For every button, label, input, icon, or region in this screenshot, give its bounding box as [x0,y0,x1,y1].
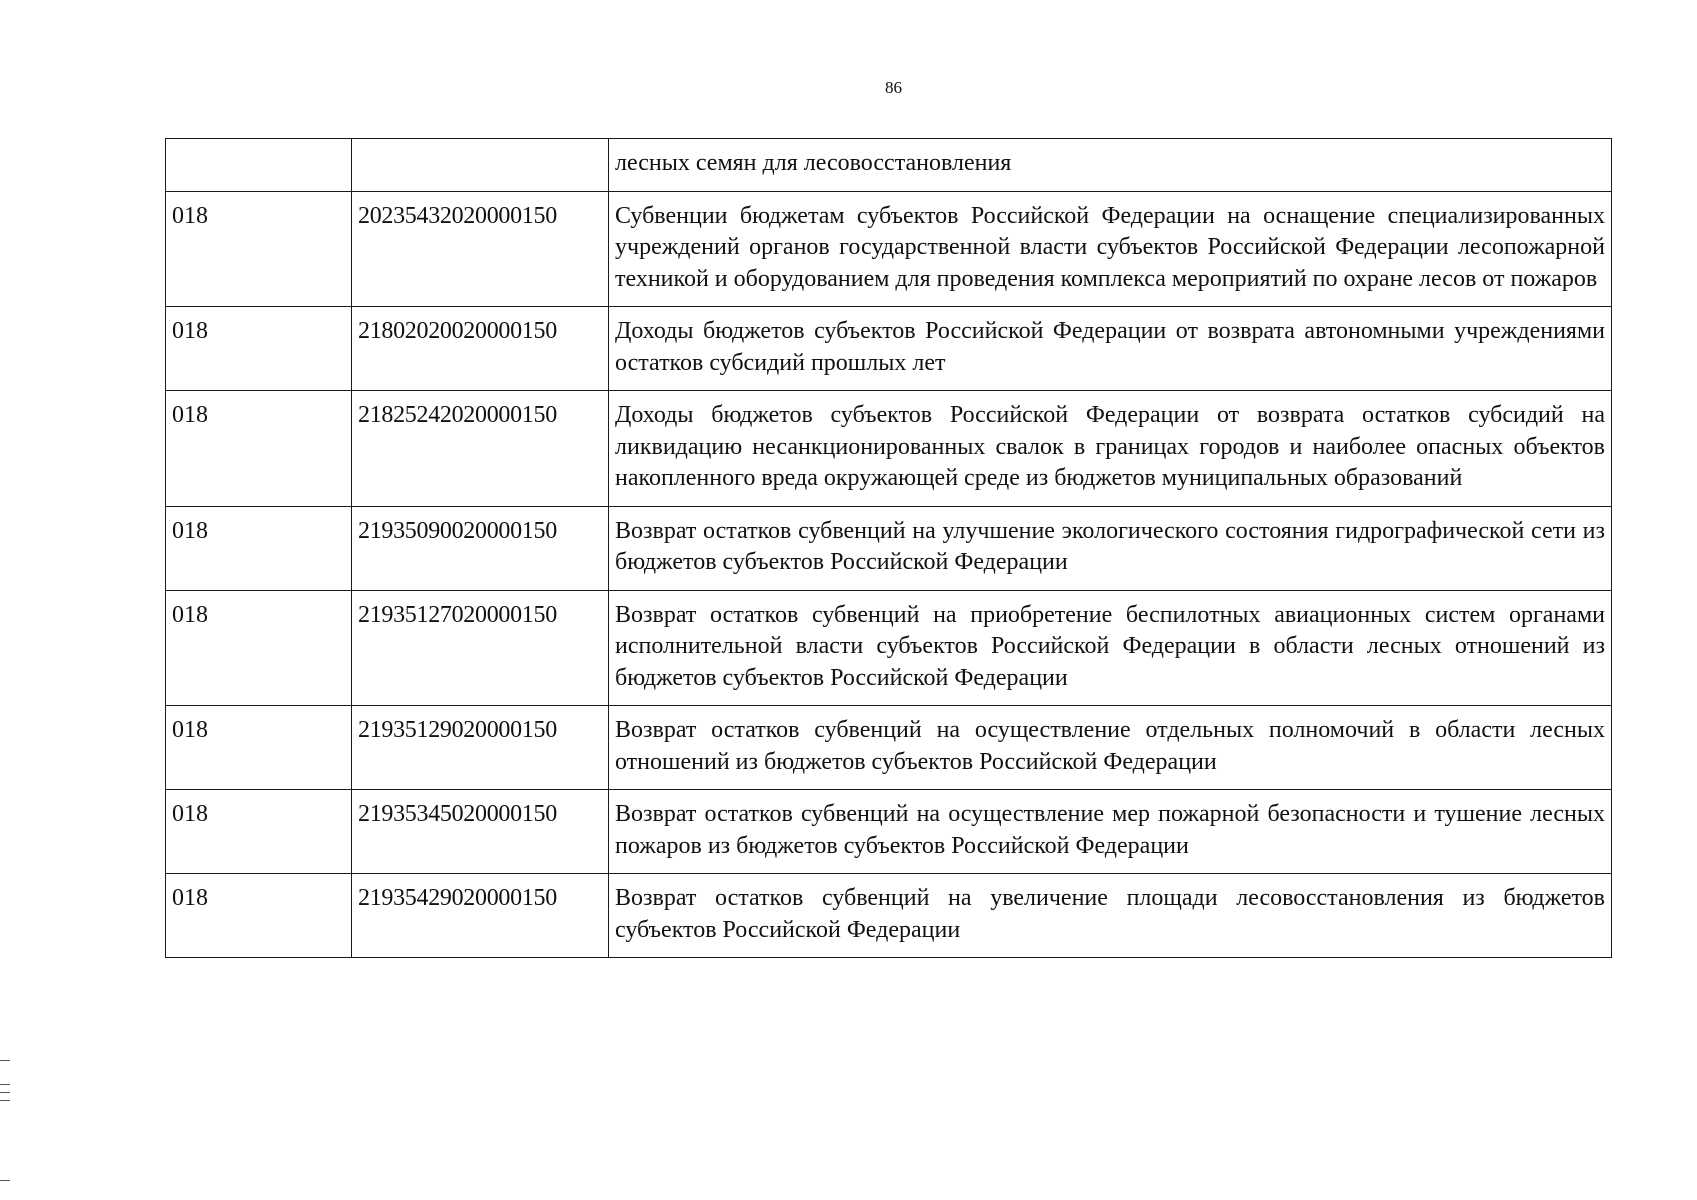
scan-margin-mark [0,1084,10,1085]
description-cell: Возврат остатков субвенций на приобретение беспилотных авиационных систем органами исполнительной власти субъектов Российской Федерации в области лесных отношений из бюджетов субъектов Российской Федерации [609,590,1612,706]
admin-code-cell: 018 [166,506,352,590]
scan-margin-mark [0,1100,10,1101]
scan-margin-mark [0,1092,10,1093]
table-row [166,790,1612,874]
admin-code-cell: 018 [166,307,352,391]
kbk-code-cell: 21825242020000150 [352,391,609,507]
description-cell: Субвенции бюджетам субъектов Российской Федерации на оснащение специализированных учреждений органов государственной власти субъектов Российской Федерации лесопожарной техникой и оборудованием для проведения комплекса мероприятий по охране лесов от пожаров [609,191,1612,307]
admin-code-cell: 018 [166,191,352,307]
admin-code-cell: 018 [166,874,352,958]
admin-code-cell: 018 [166,590,352,706]
description-cell: Возврат остатков субвенций на осуществление отдельных полномочий в области лесных отношений из бюджетов субъектов Российской Федерации [609,706,1612,790]
kbk-code-cell: 21935345020000150 [352,790,609,874]
table-row [166,506,1612,590]
description-cell: лесных семян для лесовосстановления [609,139,1612,192]
admin-code-cell: 018 [166,391,352,507]
kbk-code-cell [352,139,609,192]
description-cell: Возврат остатков субвенций на осуществление мер пожарной безопасности и тушение лесных пожаров из бюджетов субъектов Российской Федерации [609,790,1612,874]
table-row [166,874,1612,958]
table-row [166,590,1612,706]
kbk-code-cell: 21935090020000150 [352,506,609,590]
table-row [166,191,1612,307]
table-row [166,391,1612,507]
kbk-code-cell: 20235432020000150 [352,191,609,307]
budget-codes-table [165,138,1612,958]
page-number: 86 [885,78,902,97]
admin-code-cell: 018 [166,706,352,790]
kbk-code-cell: 21935129020000150 [352,706,609,790]
description-cell: Доходы бюджетов субъектов Российской Федерации от возврата автономными учреждениями остатков субсидий прошлых лет [609,307,1612,391]
scan-margin-mark [0,1060,10,1061]
admin-code-cell: 018 [166,790,352,874]
scan-margin-mark [0,1180,10,1181]
kbk-code-cell: 21935429020000150 [352,874,609,958]
description-cell: Доходы бюджетов субъектов Российской Федерации от возврата остатков субсидий на ликвидацию несанкционированных свалок в границах городов и наиболее опасных объектов накопленного вреда окружающей среде из бюджетов муниципальных образований [609,391,1612,507]
kbk-code-cell: 21802020020000150 [352,307,609,391]
admin-code-cell [166,139,352,192]
table-row [166,139,1612,192]
table-row [166,706,1612,790]
description-cell: Возврат остатков субвенций на увеличение площади лесовосстановления из бюджетов субъектов Российской Федерации [609,874,1612,958]
description-cell: Возврат остатков субвенций на улучшение экологического состояния гидрографической сети из бюджетов субъектов Российской Федерации [609,506,1612,590]
table-row [166,307,1612,391]
kbk-code-cell: 21935127020000150 [352,590,609,706]
